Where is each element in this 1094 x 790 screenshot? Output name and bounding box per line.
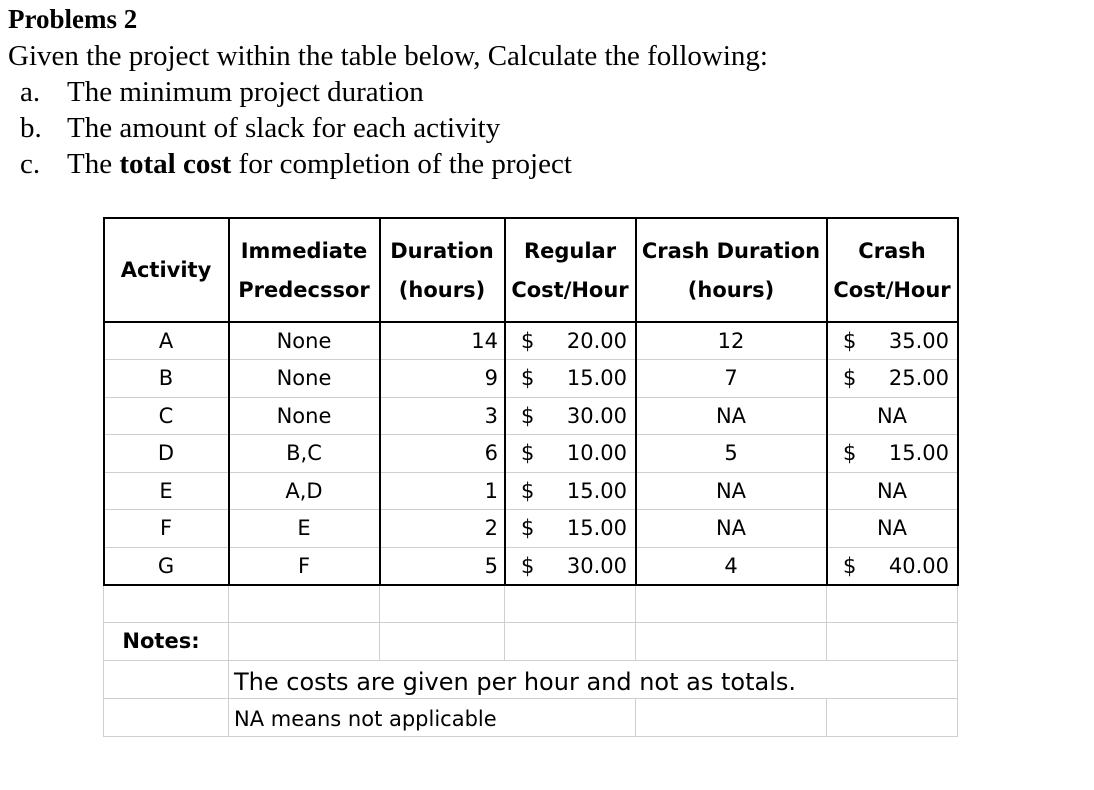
row-divider — [103, 359, 958, 360]
header-duration-line2: (hours) — [398, 278, 486, 302]
amount: 30.00 — [566, 403, 627, 428]
column-divider — [103, 622, 104, 660]
cell-crash-cost — [827, 322, 957, 359]
cell-crash-duration: 5 — [724, 440, 738, 465]
cell-activity: B — [158, 365, 174, 390]
row-divider — [103, 736, 958, 737]
currency-symbol: $ — [521, 328, 535, 353]
cell-regular-cost — [505, 509, 635, 546]
column-divider — [103, 660, 104, 737]
cell-regular-cost — [505, 472, 635, 509]
header-regular-cost-line1: Regular — [523, 239, 617, 263]
cell-predecessor: E — [297, 515, 311, 540]
cell-activity: D — [157, 440, 175, 465]
header-predecessor-line2: Predecssor — [238, 278, 370, 302]
cell-activity: E — [159, 478, 173, 503]
column-divider — [635, 698, 636, 737]
cell-duration: 6 — [484, 440, 498, 465]
currency-symbol: $ — [843, 328, 857, 353]
cell-crash-cost — [827, 547, 957, 584]
amount: 25.00 — [888, 365, 949, 390]
amount: 40.00 — [888, 553, 949, 578]
cell-activity: G — [157, 553, 175, 578]
currency-symbol: $ — [843, 365, 857, 390]
header-bottom-border — [103, 321, 958, 323]
column-divider — [379, 586, 380, 622]
amount: 20.00 — [566, 328, 627, 353]
data-bottom-border — [103, 584, 958, 586]
cell-duration: 14 — [471, 328, 498, 353]
column-divider — [228, 660, 229, 737]
cell-crash-cost — [827, 359, 957, 396]
column-divider — [379, 622, 380, 660]
column-divider — [826, 586, 827, 622]
row-divider — [103, 547, 958, 548]
amount: 15.00 — [888, 440, 949, 465]
cell-duration: 9 — [484, 365, 498, 390]
cell-crash-duration: 7 — [724, 365, 738, 390]
column-divider — [635, 586, 636, 622]
column-divider — [826, 217, 828, 586]
amount: 15.00 — [566, 365, 627, 390]
cell-crash-duration: NA — [715, 478, 747, 503]
cell-predecessor: A,D — [285, 478, 323, 503]
item-text-bold: total cost — [119, 148, 232, 180]
column-divider — [103, 586, 104, 622]
amount: 10.00 — [566, 440, 627, 465]
column-divider — [504, 586, 505, 622]
row-divider — [103, 698, 958, 699]
cell-activity: F — [159, 515, 173, 540]
cell-crash-cost: NA — [876, 478, 908, 503]
cell-regular-cost — [505, 547, 635, 584]
item-text: for completion of the project — [231, 148, 572, 180]
column-divider — [635, 622, 636, 660]
column-divider — [957, 586, 958, 622]
item-text: The amount of slack for each activity — [67, 112, 501, 144]
currency-symbol: $ — [521, 478, 535, 503]
column-divider — [826, 698, 827, 737]
cell-crash-duration: NA — [715, 515, 747, 540]
problem-intro: Given the project within the table below, Calculate the following: — [8, 40, 768, 72]
column-divider — [103, 217, 105, 586]
item-letter: a. — [20, 76, 41, 108]
currency-symbol: $ — [521, 515, 535, 540]
header-crash-cost-line2: Cost/Hour — [833, 278, 951, 302]
row-divider — [103, 397, 958, 398]
problem-item-c — [20, 147, 572, 181]
cell-crash-cost — [827, 434, 957, 471]
column-divider — [826, 622, 827, 660]
cell-activity: C — [158, 403, 174, 428]
header-crash-duration-line1: Crash Duration — [641, 239, 821, 263]
currency-symbol: $ — [843, 553, 857, 578]
item-text: The minimum project duration — [67, 76, 424, 108]
cell-duration: 3 — [484, 403, 498, 428]
column-divider — [228, 622, 229, 660]
cell-crash-duration: 12 — [717, 328, 745, 353]
column-divider — [228, 586, 229, 622]
cell-crash-duration: NA — [715, 403, 747, 428]
cell-duration: 2 — [484, 515, 498, 540]
cell-predecessor: None — [276, 365, 332, 390]
amount: 30.00 — [566, 553, 627, 578]
header-crash-duration-line2: (hours) — [687, 278, 775, 302]
cell-duration: 5 — [484, 553, 498, 578]
column-divider — [379, 217, 381, 586]
note-line-2: NA means not applicable — [234, 707, 497, 731]
currency-symbol: $ — [521, 553, 535, 578]
row-divider — [103, 434, 958, 435]
column-divider — [957, 622, 958, 660]
notes-label: Notes: — [122, 629, 200, 653]
cell-activity: A — [158, 328, 174, 353]
column-divider — [228, 217, 230, 586]
row-divider — [103, 509, 958, 510]
note-line-1: The costs are given per hour and not as totals. — [234, 668, 797, 696]
row-divider — [103, 660, 958, 661]
header-regular-cost-line2: Cost/Hour — [511, 278, 629, 302]
column-divider — [957, 660, 958, 737]
cell-crash-cost: NA — [876, 403, 908, 428]
currency-symbol: $ — [521, 403, 535, 428]
currency-symbol: $ — [521, 440, 535, 465]
cell-crash-duration: 4 — [724, 553, 738, 578]
amount: 15.00 — [566, 478, 627, 503]
row-divider — [103, 472, 958, 473]
cell-regular-cost — [505, 434, 635, 471]
item-text: The — [67, 148, 120, 180]
item-letter: c. — [20, 148, 41, 180]
problem-item-b — [20, 111, 500, 145]
cell-regular-cost — [505, 359, 635, 396]
row-divider — [103, 622, 958, 623]
column-divider — [635, 217, 637, 586]
table-top-border — [103, 217, 958, 219]
column-divider — [504, 217, 506, 586]
problem-item-a — [20, 75, 424, 109]
item-letter: b. — [20, 112, 42, 144]
cell-predecessor: B,C — [286, 440, 322, 465]
column-divider — [504, 622, 505, 660]
column-divider — [957, 217, 959, 586]
amount: 35.00 — [888, 328, 949, 353]
cell-duration: 1 — [484, 478, 498, 503]
header-crash-cost-line1: Crash — [858, 239, 926, 263]
cell-predecessor: None — [276, 403, 332, 428]
problem-title: Problems 2 — [8, 4, 138, 34]
header-duration-line1: Duration — [390, 239, 494, 263]
cell-regular-cost — [505, 322, 635, 359]
currency-symbol: $ — [843, 440, 857, 465]
cell-predecessor: F — [297, 553, 311, 578]
currency-symbol: $ — [521, 365, 535, 390]
header-predecessor-line1: Immediate — [240, 239, 368, 263]
cell-predecessor: None — [276, 328, 332, 353]
amount: 15.00 — [566, 515, 627, 540]
cell-crash-cost: NA — [876, 515, 908, 540]
header-activity: Activity — [120, 258, 212, 282]
cell-regular-cost — [505, 397, 635, 434]
